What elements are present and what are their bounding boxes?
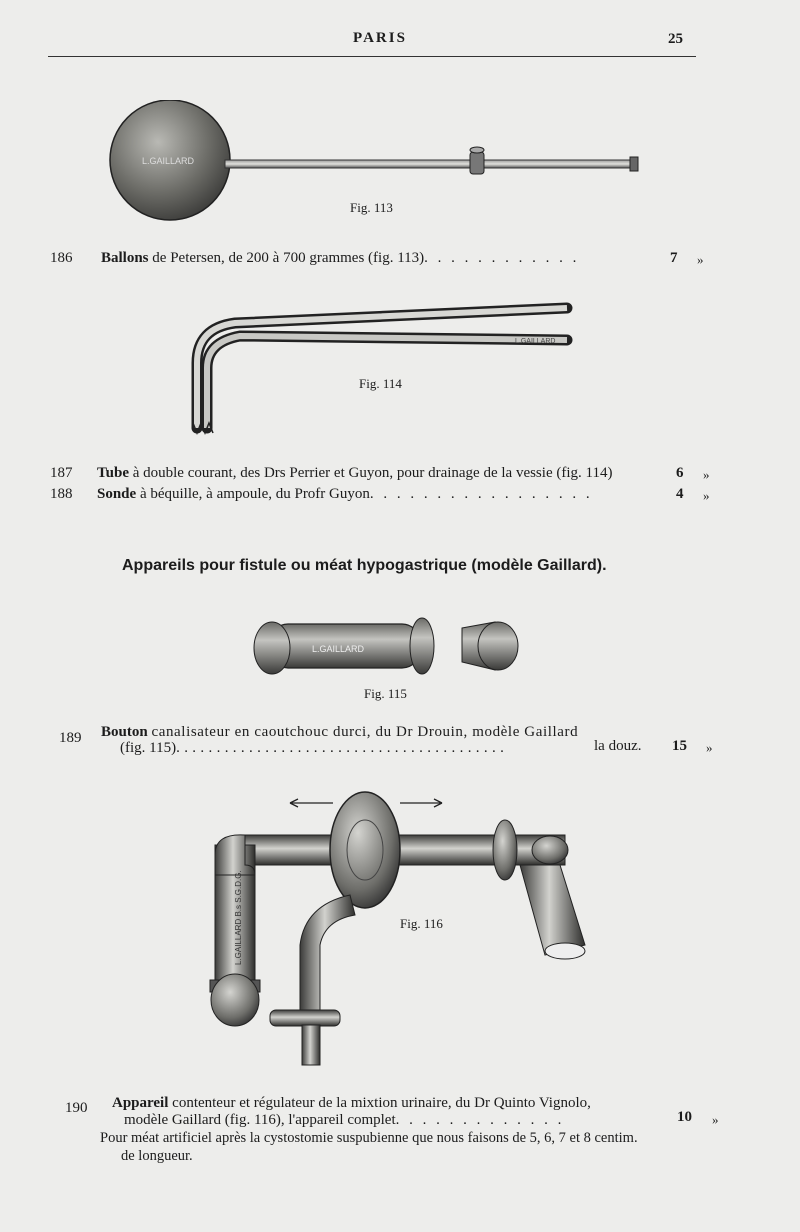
- entry-188-name: Sonde: [97, 486, 137, 502]
- figure-116-apparatus: [205, 785, 590, 1080]
- entry-188-dots: . . . . . . . . . . . . . . . . .: [369, 486, 593, 502]
- note-line-1: Pour méat artificiel après la cystostomie suspubienne que nous faisons de 5, 6, 7 et 8 centim.: [100, 1130, 638, 1146]
- entry-189-suffix: »: [706, 740, 713, 755]
- entry-190-line2: [124, 1112, 564, 1129]
- entry-189-text: [101, 724, 578, 741]
- entry-186-description: de Petersen, de 200 à 700 grammes (fig. 113): [152, 250, 425, 266]
- figure-115-button: [250, 612, 530, 682]
- entry-189-description: canalisateur en caoutchouc durci, du Dr Drouin, modèle Gaillard: [151, 724, 579, 740]
- page-number: 25: [668, 31, 683, 47]
- entry-186-dots: . . . . . . . . . . . .: [424, 250, 580, 266]
- entry-187-number: 187: [50, 465, 73, 481]
- stamp-text: L.GAILLARD: [142, 156, 195, 166]
- entry-188-number: 188: [50, 486, 73, 502]
- section-heading: Appareils pour fistule ou méat hypogastrique (modèle Gaillard).: [122, 557, 607, 574]
- entry-189-line2: [120, 740, 504, 757]
- entry-189-number: 189: [59, 730, 82, 746]
- entry-186-name: Ballons: [101, 250, 149, 266]
- entry-187-name: Tube: [97, 465, 129, 481]
- entry-189-price: 15: [672, 738, 687, 754]
- note-line-2: de longueur.: [121, 1148, 193, 1164]
- entry-190-number: 190: [65, 1100, 88, 1116]
- entry-186-suffix: »: [697, 252, 704, 267]
- entry-187-suffix: »: [703, 467, 710, 482]
- stamp-text: L.GAILLARD: [312, 644, 365, 654]
- entry-189-figref: (fig. 115): [120, 740, 177, 756]
- figure-115-caption: Fig. 115: [364, 686, 407, 701]
- entry-187-text: [97, 465, 612, 482]
- entry-190-name: Appareil: [112, 1095, 169, 1111]
- entry-186-price: 7: [670, 250, 678, 266]
- entry-188-description: à béquille, à ampoule, du Profr Guyon: [139, 486, 370, 502]
- page-header-title: PARIS: [353, 30, 407, 46]
- figure-113-caption: Fig. 113: [350, 200, 393, 215]
- entry-190-description: contenteur et régulateur de la mixtion urinaire, du Dr Quinto Vignolo,: [172, 1095, 591, 1111]
- header-rule: [48, 56, 696, 57]
- stamp-text: L.GAILLARD: [515, 338, 556, 345]
- entry-190-suffix: »: [712, 1112, 719, 1127]
- entry-189-unit: la douz.: [594, 738, 642, 754]
- entry-190-model: modèle Gaillard (fig. 116), l'appareil complet: [124, 1112, 396, 1128]
- entry-190-dots: . . . . . . . . . . . . .: [395, 1112, 565, 1128]
- entry-188-text: [97, 486, 593, 503]
- entry-186-text: [101, 250, 579, 267]
- entry-188-price: 4: [676, 486, 684, 502]
- entry-189-dots: . . . . . . . . . . . . . . . . . . . . . . . . . . . . . . . . . . . . . . . . .: [176, 740, 505, 756]
- figure-116-caption: Fig. 116: [400, 916, 443, 931]
- entry-187-description: à double courant, des Drs Perrier et Guyon, pour drainage de la vessie (fig. 114): [132, 465, 613, 481]
- stamp-text: L.GAILLARD B.s S.G.D.G.: [234, 870, 243, 965]
- figure-114-tube: [185, 298, 585, 438]
- entry-188-suffix: »: [703, 488, 710, 503]
- entry-186-number: 186: [50, 250, 73, 266]
- entry-187-price: 6: [676, 465, 684, 481]
- entry-189-name: Bouton: [101, 724, 148, 740]
- figure-114-caption: Fig. 114: [359, 376, 402, 391]
- entry-190-text: [112, 1095, 591, 1112]
- entry-190-price: 10: [677, 1109, 692, 1125]
